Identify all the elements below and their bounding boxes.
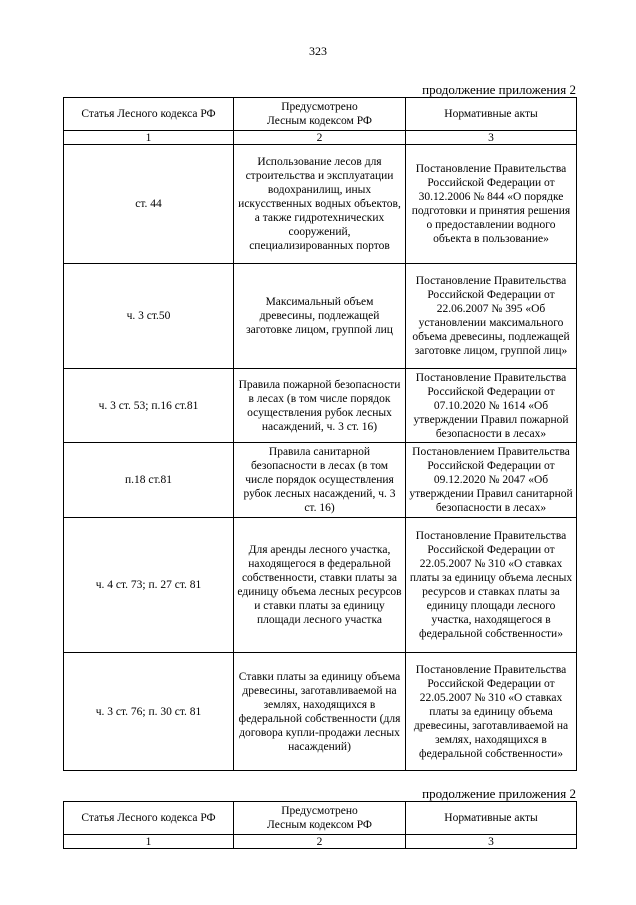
table-header-row bbox=[64, 802, 577, 835]
cell-provision: Максимальный объем древесины, подлежащей заготовке лицом, группой лиц bbox=[234, 264, 406, 369]
column-number-row bbox=[64, 835, 577, 849]
cell-article: ст. 44 bbox=[64, 145, 234, 264]
header-article: Статья Лесного кодекса РФ bbox=[64, 802, 234, 835]
table-row bbox=[64, 145, 577, 264]
column-number: 3 bbox=[406, 131, 577, 145]
page-number: 323 bbox=[309, 44, 327, 58]
cell-provision: Использование лесов для строительства и эксплуатации водохранилищ, иных искусственных водных объектов, а также гидротехнических сооружений, специализированных портов bbox=[234, 145, 406, 264]
column-number-row bbox=[64, 131, 577, 145]
header-provision: Предусмотрено Лесным кодексом РФ bbox=[234, 98, 406, 131]
table-row bbox=[64, 369, 577, 443]
legal-table-continued bbox=[63, 801, 577, 849]
table-row bbox=[64, 443, 577, 518]
legal-table bbox=[63, 97, 577, 771]
header-article: Статья Лесного кодекса РФ bbox=[64, 98, 234, 131]
table-row bbox=[64, 264, 577, 369]
cell-article: ч. 3 ст. 53; п.16 ст.81 bbox=[64, 369, 234, 443]
column-number: 1 bbox=[64, 835, 234, 849]
cell-provision: Правила санитарной безопасности в лесах (в том числе порядок осуществления рубок лесных насаждений, ч. 3 ст. 16) bbox=[234, 443, 406, 518]
table-row bbox=[64, 518, 577, 653]
cell-article: п.18 ст.81 bbox=[64, 443, 234, 518]
cell-act: Постановление Правительства Российской Федерации от 22.05.2007 № 310 «О ставках платы за единицу объема древесины, заготавливаемой на землях, находящихся в федеральной собственности» bbox=[406, 653, 577, 771]
cell-act: Постановление Правительства Российской Федерации от 22.05.2007 № 310 «О ставках платы за единицу объема лесных ресурсов и ставках платы за единицу площади лесного участка, находящегося в федеральной собственности» bbox=[406, 518, 577, 653]
table-header-row bbox=[64, 98, 577, 131]
column-number: 1 bbox=[64, 131, 234, 145]
cell-act: Постановление Правительства Российской Федерации от 30.12.2006 № 844 «О порядке подготовки и принятия решения о предоставлении водного объекта в пользование» bbox=[406, 145, 577, 264]
column-number: 3 bbox=[406, 835, 577, 849]
cell-article: ч. 3 ст. 76; п. 30 ст. 81 bbox=[64, 653, 234, 771]
cell-act: Постановление Правительства Российской Федерации от 22.06.2007 № 395 «Об установлении максимального объема древесины, подлежащей заготовке лицом, группой лиц» bbox=[406, 264, 577, 369]
header-acts: Нормативные акты bbox=[406, 802, 577, 835]
cell-provision: Правила пожарной безопасности в лесах (в том числе порядок осуществления рубок лесных насаждений, ч. 3 ст. 16) bbox=[234, 369, 406, 443]
cell-act: Постановлением Правительства Российской Федерации от 09.12.2020 № 2047 «Об утверждении Правил санитарной безопасности в лесах» bbox=[406, 443, 577, 518]
table-row bbox=[64, 653, 577, 771]
cell-article: ч. 4 ст. 73; п. 27 ст. 81 bbox=[64, 518, 234, 653]
column-number: 2 bbox=[234, 131, 406, 145]
cell-provision: Ставки платы за единицу объема древесины, заготавливаемой на землях, находящихся в федеральной собственности (для договора купли-продажи лесных насаждений) bbox=[234, 653, 406, 771]
cell-article: ч. 3 ст.50 bbox=[64, 264, 234, 369]
cell-provision: Для аренды лесного участка, находящегося в федеральной собственности, ставки платы за единицу объема лесных ресурсов и ставки платы за единицу площади лесного участка bbox=[234, 518, 406, 653]
continuation-label: продолжение приложения 2 bbox=[422, 82, 576, 97]
header-provision: Предусмотрено Лесным кодексом РФ bbox=[234, 802, 406, 835]
column-number: 2 bbox=[234, 835, 406, 849]
cell-act: Постановление Правительства Российской Федерации от 07.10.2020 № 1614 «Об утверждении Правил пожарной безопасности в лесах» bbox=[406, 369, 577, 443]
header-acts: Нормативные акты bbox=[406, 98, 577, 131]
continuation-label: продолжение приложения 2 bbox=[422, 786, 576, 801]
